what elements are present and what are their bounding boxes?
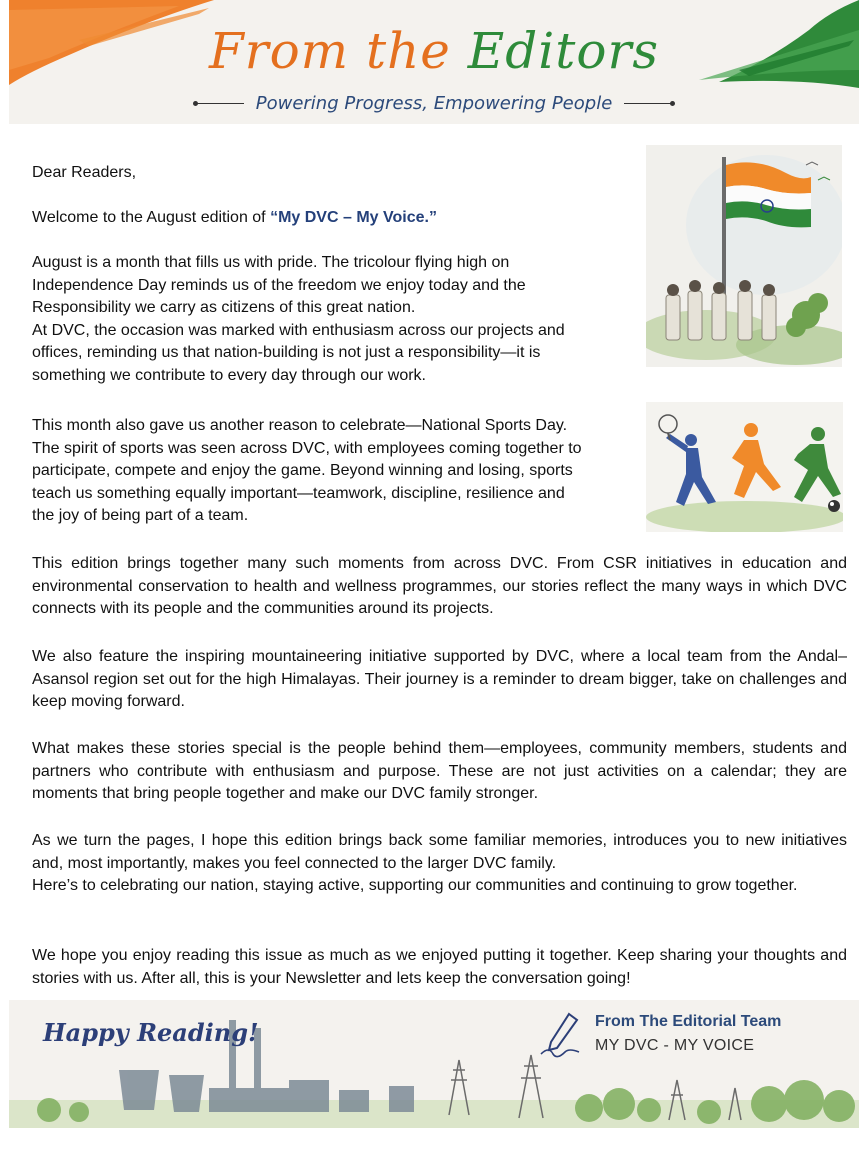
paragraph-line: At DVC, the occasion was marked with enthusiasm across our projects and [32,321,565,339]
paragraph-independence-day [32,252,632,387]
sports-day-illustration [646,402,843,532]
paragraph-line: offices, reminding us that nation-building is not just a responsibility—it is [32,344,541,361]
paragraph-line: August is a month that fills us with pride. The tricolour flying high on [32,254,510,271]
paragraph-line: teach us something equally important—teamwork, discipline, resilience and [32,484,565,502]
newsletter-name: “My DVC – My Voice.” [270,209,437,226]
subtitle-right-rule [624,103,672,104]
title-part-editors: Editors [467,22,660,80]
editorial-team-label: From The Editorial Team [595,1013,782,1030]
paragraph-people: What makes these stories special is the people behind them—employees, community members, students and partners who contribute with enthusiasm and purpose. These are not just activities on a calendar; they are moments that bring people together and make our DVC family stronger. [32,740,847,802]
paragraph-line: the joy of being part of a team. [32,507,249,524]
paragraph-line: something we contribute to every day through our work. [32,366,426,384]
editorial-header-banner [9,0,859,124]
newsletter-tagline: MY DVC - MY VOICE [595,1037,755,1054]
paragraph-line: Independence Day reminds us of the freedom we enjoy today and the [32,276,526,294]
footer-banner [9,1000,859,1128]
paragraph-csr: This edition brings together many such moments from across DVC. From CSR initiatives in education and environmental conservation to health and wellness programmes, our stories reflect the many ways in which DVC connects with its people and the communities around its projects. [32,555,847,617]
paragraph-line: This month also gave us another reason to celebrate—National Sports Day. [32,417,568,434]
paragraph-closing: We hope you enjoy reading this issue as much as we enjoyed putting it together. Keep sharing your thoughts and stories with us. After all, this is your Newsletter and lets keep the conversation going! [32,947,847,987]
paragraph-sentence: As we turn the pages, I hope this edition brings back some familiar memories, introduces you to new initiatives and, most importantly, makes you feel connected to the larger DVC family. [32,832,847,872]
paragraph-memories [32,830,847,898]
flag-salute-illustration [646,145,842,367]
subtitle: Powering Progress, Empowering People [255,92,613,114]
paragraph-mountaineering: We also feature the inspiring mountaineering initiative supported by DVC, where a local team from the Andal–Asansol region set out for the high Himalayas. Their journey is a reminder to dream bigger, take on challenges and keep moving forward. [32,648,847,710]
page-title [9,22,859,80]
paragraph-line: The spirit of sports was seen across DVC, with employees coming together to [32,439,582,457]
subtitle-row [9,90,859,116]
subtitle-left-rule [196,103,244,104]
happy-reading-label: Happy Reading! [43,1018,259,1047]
title-part-from-the: From the [208,22,451,80]
paragraph-sentence: Here’s to celebrating our nation, staying active, supporting our communities and continuing to grow together. [32,877,798,894]
welcome-prefix: Welcome to the August edition of [32,209,271,226]
paragraph-sports-day [32,415,637,528]
paragraph-line: Responsibility we carry as citizens of this great nation. [32,299,416,316]
greeting: Dear Readers, [32,164,137,181]
pen-icon [539,1010,585,1060]
paragraph-line: participate, compete and enjoy the game. Beyond winning and losing, sports [32,462,573,479]
